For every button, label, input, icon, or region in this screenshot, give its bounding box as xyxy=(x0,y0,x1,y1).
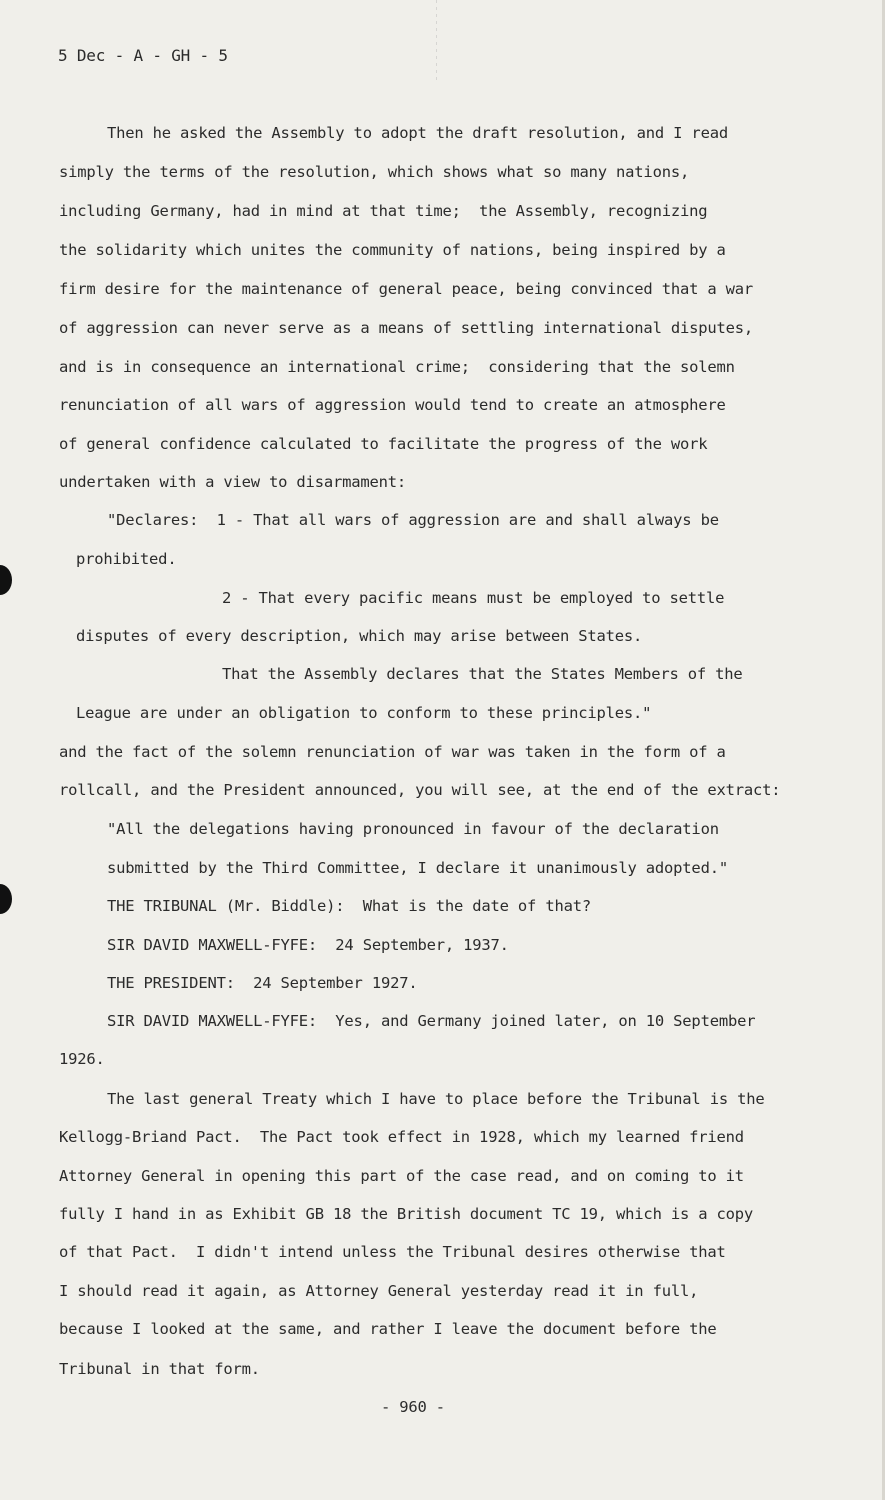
text-line: Kellogg-Briand Pact. The Pact took effect in 1928, which my learned friend xyxy=(59,1128,744,1146)
text-line: of general confidence calculated to facilitate the progress of the work xyxy=(59,435,708,453)
text-line: because I looked at the same, and rather I leave the document before the xyxy=(59,1320,717,1338)
quote-line: submitted by the Third Committee, I declare it unanimously adopted." xyxy=(107,859,728,877)
quote-line: That the Assembly declares that the States Members of the xyxy=(222,665,743,683)
quote-line: disputes of every description, which may arise between States. xyxy=(76,627,643,645)
text-line: and is in consequence an international crime; considering that the solemn xyxy=(59,358,735,376)
text-line: 1926. xyxy=(59,1050,105,1068)
text-line: firm desire for the maintenance of general peace, being convinced that a war xyxy=(59,280,754,298)
text-line: Then he asked the Assembly to adopt the draft resolution, and I read xyxy=(107,124,728,142)
dialogue-line: THE TRIBUNAL (Mr. Biddle): What is the date of that? xyxy=(107,897,591,915)
quote-line: 2 - That every pacific means must be employed to settle xyxy=(222,589,725,607)
page-number: - 960 - xyxy=(381,1398,445,1416)
text-line: including Germany, had in mind at that time; the Assembly, recognizing xyxy=(59,202,708,220)
dialogue-line: THE PRESIDENT: 24 September 1927. xyxy=(107,974,418,992)
fold-mark xyxy=(436,0,437,80)
text-line: renunciation of all wars of aggression would tend to create an atmosphere xyxy=(59,396,726,414)
text-line: The last general Treaty which I have to place before the Tribunal is the xyxy=(107,1090,765,1108)
punch-hole-lower xyxy=(0,884,12,914)
quote-line: "All the delegations having pronounced in favour of the declaration xyxy=(107,820,719,838)
text-line: of that Pact. I didn't intend unless the Tribunal desires otherwise that xyxy=(59,1243,726,1261)
dialogue-line: SIR DAVID MAXWELL-FYFE: 24 September, 1937. xyxy=(107,936,509,954)
punch-hole-upper xyxy=(0,565,12,595)
text-line: the solidarity which unites the community of nations, being inspired by a xyxy=(59,241,726,259)
quote-line: League are under an obligation to conform to these principles." xyxy=(76,704,652,722)
text-line: I should read it again, as Attorney General yesterday read it in full, xyxy=(59,1282,699,1300)
document-reference-header: 5 Dec - A - GH - 5 xyxy=(58,46,228,65)
text-line: and the fact of the solemn renunciation of war was taken in the form of a xyxy=(59,743,726,761)
text-line: rollcall, and the President announced, you will see, at the end of the extract: xyxy=(59,781,781,799)
text-line: of aggression can never serve as a means of settling international disputes, xyxy=(59,319,754,337)
quote-line: prohibited. xyxy=(76,550,177,568)
text-line: Attorney General in opening this part of the case read, and on coming to it xyxy=(59,1167,744,1185)
dialogue-line: SIR DAVID MAXWELL-FYFE: Yes, and Germany joined later, on 10 September xyxy=(107,1012,756,1030)
quote-line: "Declares: 1 - That all wars of aggression are and shall always be xyxy=(107,511,719,529)
text-line: fully I hand in as Exhibit GB 18 the British document TC 19, which is a copy xyxy=(59,1205,754,1223)
text-line: Tribunal in that form. xyxy=(59,1360,260,1378)
text-line: undertaken with a view to disarmament: xyxy=(59,473,407,491)
text-line: simply the terms of the resolution, which shows what so many nations, xyxy=(59,163,690,181)
